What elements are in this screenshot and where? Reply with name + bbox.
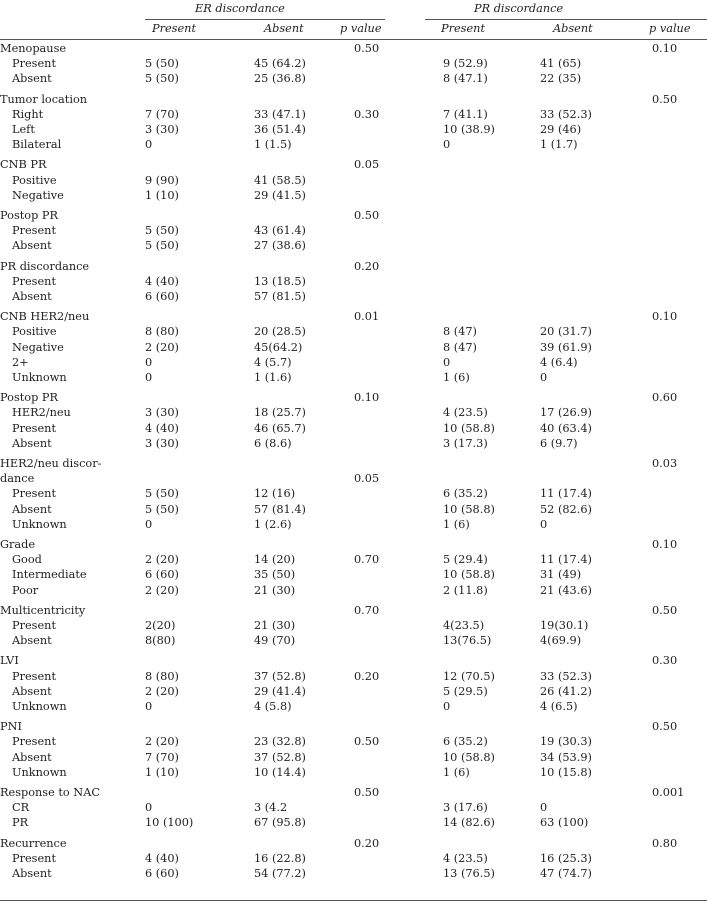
er-present-cell: 5 (50) — [145, 502, 179, 516]
pr-present-cell: 3 (17.3) — [443, 436, 488, 450]
row-label: Absent — [12, 436, 52, 450]
er-present-cell: 1 (10) — [145, 188, 179, 202]
pr-absent-cell: 20 (31.7) — [540, 325, 592, 339]
pr-absent-cell: 11 (17.4) — [540, 487, 592, 501]
er-absent-cell: 36 (51.4) — [254, 123, 306, 136]
pr-present-cell: 4 (23.5) — [443, 851, 488, 865]
row-heading: Response to NAC — [0, 786, 100, 799]
er-present-cell: 10 (100) — [145, 816, 194, 830]
er-absent-cell: 45(64.2) — [254, 340, 303, 354]
pr-p-value-cell: 0.50 — [652, 92, 678, 106]
er-p-value-cell: 0.10 — [354, 391, 380, 405]
er-absent-cell: 45 (64.2) — [254, 57, 306, 71]
pr-absent-cell: 19(30.1) — [540, 619, 589, 632]
er-absent-cell: 21 (30) — [254, 583, 296, 597]
er-present-cell: 4 (40) — [145, 274, 179, 288]
row-label: HER2/neu — [12, 406, 71, 420]
er-absent-cell: 4 (5.7) — [254, 355, 292, 369]
er-present-cell: 0 — [145, 355, 153, 369]
row-label: CR — [12, 801, 30, 815]
er-present-cell: 5 (50) — [145, 57, 179, 71]
er-present-cell: 8 (80) — [145, 325, 179, 339]
row-label: Bilateral — [12, 138, 62, 152]
er-p-value-cell: 0.50 — [354, 735, 380, 749]
row-label: Unknown — [12, 517, 67, 531]
pr-p-value-cell: 0.10 — [652, 310, 678, 324]
pr-present-cell: 4(23.5) — [443, 619, 485, 632]
pr-present-cell: 10 (58.8) — [443, 568, 495, 582]
er-present-cell: 6 (60) — [145, 568, 179, 582]
er-p-value-cell: 0.05 — [354, 158, 380, 172]
er-absent-cell: 33 (47.1) — [254, 107, 306, 121]
er-present-cell: 2 (20) — [145, 684, 179, 698]
pr-absent-cell: 52 (82.6) — [540, 502, 592, 516]
row-heading: PR discordance — [0, 259, 90, 273]
pr-discordance-header: PR discordance — [474, 2, 564, 15]
er-absent-cell: 27 (38.6) — [254, 239, 306, 253]
row-label: Absent — [12, 502, 52, 516]
pr-absent-cell: 29 (46) — [540, 123, 582, 136]
pr-absent-cell: 19 (30.3) — [540, 735, 592, 749]
row-label: Absent — [12, 684, 52, 698]
pr-present-cell: 8 (47) — [443, 340, 477, 354]
pr-present-cell: 10 (58.8) — [443, 502, 495, 516]
er-absent-header: Absent — [264, 22, 304, 35]
pr-absent-cell: 22 (35) — [540, 72, 582, 86]
er-absent-cell: 54 (77.2) — [254, 867, 306, 880]
row-label: 2+ — [12, 355, 29, 369]
row-label: Unknown — [12, 371, 67, 384]
pr-present-cell: 10 (58.8) — [443, 421, 495, 435]
er-present-cell: 4 (40) — [145, 421, 179, 435]
row-label: Unknown — [12, 700, 67, 713]
pr-present-cell: 8 (47) — [443, 325, 477, 339]
row-label: Present — [12, 57, 56, 71]
header-bottom-rule — [0, 39, 707, 40]
er-present-cell: 8(80) — [145, 634, 176, 648]
pr-absent-cell: 4(69.9) — [540, 634, 582, 648]
er-absent-cell: 29 (41.4) — [254, 684, 306, 698]
er-discordance-header: ER discordance — [195, 2, 285, 15]
header-group-rule-er — [145, 19, 385, 20]
pr-absent-cell: 1 (1.7) — [540, 138, 578, 152]
pr-absent-cell: 33 (52.3) — [540, 107, 592, 121]
pr-p-value-cell: 0.10 — [652, 42, 678, 55]
er-p-value-cell: 0.01 — [354, 310, 380, 324]
pr-p-value-header: p value — [649, 22, 691, 35]
pr-absent-cell: 0 — [540, 801, 548, 815]
er-p-value-cell: 0.50 — [354, 42, 380, 55]
row-heading: HER2/neu discor- — [0, 457, 102, 470]
er-present-cell: 6 (60) — [145, 867, 179, 880]
header-group-rule-pr — [425, 19, 707, 20]
row-heading: CNB HER2/neu — [0, 310, 90, 324]
er-absent-cell: 29 (41.5) — [254, 188, 306, 202]
pr-absent-cell: 17 (26.9) — [540, 406, 592, 420]
er-absent-cell: 20 (28.5) — [254, 325, 306, 339]
pr-absent-cell: 41 (65) — [540, 57, 582, 71]
er-absent-cell: 57 (81.5) — [254, 290, 306, 303]
er-absent-cell: 13 (18.5) — [254, 274, 306, 288]
row-label: Absent — [12, 239, 52, 253]
er-p-value-cell: 0.70 — [354, 603, 380, 617]
er-present-cell: 0 — [145, 371, 153, 384]
row-label: Present — [12, 487, 56, 501]
pr-p-value-cell: 0.60 — [652, 391, 678, 405]
pr-absent-cell: 63 (100) — [540, 816, 589, 830]
row-label: Unknown — [12, 765, 67, 779]
er-p-value-cell: 0.50 — [354, 786, 380, 799]
row-heading: LVI — [0, 654, 19, 668]
er-present-cell: 7 (70) — [145, 750, 179, 764]
er-present-cell: 0 — [145, 700, 153, 713]
pr-p-value-cell: 0.80 — [652, 836, 678, 850]
er-p-value-cell: 0.20 — [354, 259, 380, 273]
er-absent-cell: 25 (36.8) — [254, 72, 306, 86]
pr-present-cell: 12 (70.5) — [443, 669, 495, 683]
er-present-cell: 5 (50) — [145, 224, 179, 238]
er-absent-cell: 1 (1.6) — [254, 371, 292, 384]
er-absent-cell: 67 (95.8) — [254, 816, 306, 830]
er-absent-cell: 35 (50) — [254, 568, 296, 582]
er-p-value-cell: 0.70 — [354, 553, 380, 567]
pr-present-header: Present — [441, 22, 485, 35]
row-label: Present — [12, 669, 56, 683]
row-label: Positive — [12, 325, 57, 339]
pr-p-value-cell: 0.03 — [652, 457, 678, 470]
er-present-cell: 3 (30) — [145, 406, 179, 420]
pr-p-value-cell: 0.50 — [652, 720, 678, 734]
row-label: Absent — [12, 72, 52, 86]
er-absent-cell: 49 (70) — [254, 634, 296, 648]
er-present-cell: 1 (10) — [145, 765, 179, 779]
pr-absent-cell: 21 (43.6) — [540, 583, 592, 597]
er-absent-cell: 43 (61.4) — [254, 224, 306, 238]
er-present-cell: 2 (20) — [145, 735, 179, 749]
er-p-value-header: p value — [340, 22, 382, 35]
pr-present-cell: 4 (23.5) — [443, 406, 488, 420]
pr-present-cell: 6 (35.2) — [443, 735, 488, 749]
row-label: PR — [12, 816, 29, 830]
er-absent-cell: 46 (65.7) — [254, 421, 306, 435]
er-absent-cell: 1 (2.6) — [254, 517, 292, 531]
pr-absent-cell: 47 (74.7) — [540, 867, 592, 880]
er-present-header: Present — [152, 22, 196, 35]
row-label: Present — [12, 735, 56, 749]
row-heading: PNI — [0, 720, 22, 734]
pr-present-cell: 0 — [443, 138, 451, 152]
row-label: Present — [12, 421, 56, 435]
er-present-cell: 3 (30) — [145, 436, 179, 450]
row-heading: Postop PR — [0, 209, 59, 222]
row-label: Present — [12, 224, 56, 238]
row-label: Good — [12, 553, 42, 567]
er-present-cell: 0 — [145, 138, 153, 152]
pr-present-cell: 0 — [443, 355, 451, 369]
er-absent-cell: 16 (22.8) — [254, 851, 306, 865]
er-absent-cell: 23 (32.8) — [254, 735, 306, 749]
er-present-cell: 8 (80) — [145, 669, 179, 683]
pr-absent-cell: 40 (63.4) — [540, 421, 592, 435]
er-absent-cell: 14 (20) — [254, 553, 296, 567]
pr-absent-cell: 31 (49) — [540, 568, 582, 582]
table-bottom-rule — [0, 900, 707, 901]
row-heading: dance — [0, 472, 35, 486]
er-present-cell: 0 — [145, 517, 153, 531]
pr-present-cell: 3 (17.6) — [443, 801, 488, 815]
er-present-cell: 5 (50) — [145, 239, 179, 253]
er-p-value-cell: 0.30 — [354, 107, 380, 121]
row-label: Absent — [12, 634, 52, 648]
er-absent-cell: 57 (81.4) — [254, 502, 306, 516]
row-label: Left — [12, 123, 35, 136]
row-label: Absent — [12, 867, 52, 880]
pr-present-cell: 8 (47.1) — [443, 72, 488, 86]
er-absent-cell: 4 (5.8) — [254, 700, 292, 713]
er-absent-cell: 37 (52.8) — [254, 669, 306, 683]
row-label: Absent — [12, 290, 52, 303]
pr-present-cell: 13(76.5) — [443, 634, 492, 648]
pr-absent-cell: 39 (61.9) — [540, 340, 592, 354]
pr-absent-cell: 34 (53.9) — [540, 750, 592, 764]
pr-absent-cell: 16 (25.3) — [540, 851, 592, 865]
pr-p-value-cell: 0.10 — [652, 538, 678, 551]
pr-absent-cell: 4 (6.5) — [540, 700, 578, 713]
er-absent-cell: 18 (25.7) — [254, 406, 306, 420]
pr-present-cell: 1 (6) — [443, 517, 470, 531]
er-present-cell: 3 (30) — [145, 123, 179, 136]
pr-p-value-cell: 0.001 — [652, 786, 685, 799]
pr-absent-cell: 26 (41.2) — [540, 684, 592, 698]
er-p-value-cell: 0.05 — [354, 472, 380, 486]
er-p-value-cell: 0.20 — [354, 836, 380, 850]
er-absent-cell: 1 (1.5) — [254, 138, 292, 152]
er-present-cell: 9 (90) — [145, 173, 179, 187]
pr-absent-cell: 33 (52.3) — [540, 669, 592, 683]
er-present-cell: 7 (70) — [145, 107, 179, 121]
pr-present-cell: 1 (6) — [443, 765, 470, 779]
row-label: Negative — [12, 188, 64, 202]
er-present-cell: 4 (40) — [145, 851, 179, 865]
pr-present-cell: 10 (58.8) — [443, 750, 495, 764]
pr-absent-cell: 4 (6.4) — [540, 355, 578, 369]
pr-absent-cell: 0 — [540, 517, 548, 531]
pr-absent-cell: 6 (9.7) — [540, 436, 578, 450]
er-present-cell: 2 (20) — [145, 340, 179, 354]
er-present-cell: 0 — [145, 801, 153, 815]
er-absent-cell: 3 (4.2 — [254, 801, 288, 815]
pr-present-cell: 10 (38.9) — [443, 123, 495, 136]
row-heading: Postop PR — [0, 391, 59, 405]
er-present-cell: 5 (50) — [145, 487, 179, 501]
pr-present-cell: 5 (29.5) — [443, 684, 488, 698]
er-p-value-cell: 0.20 — [354, 669, 380, 683]
er-present-cell: 5 (50) — [145, 72, 179, 86]
pr-p-value-cell: 0.30 — [652, 654, 678, 668]
pr-absent-cell: 11 (17.4) — [540, 553, 592, 567]
pr-present-cell: 13 (76.5) — [443, 867, 495, 880]
row-label: Right — [12, 107, 44, 121]
pr-p-value-cell: 0.50 — [652, 603, 678, 617]
er-absent-cell: 10 (14.4) — [254, 765, 306, 779]
row-label: Present — [12, 274, 56, 288]
row-label: Negative — [12, 340, 64, 354]
er-present-cell: 2 (20) — [145, 553, 179, 567]
pr-present-cell: 9 (52.9) — [443, 57, 488, 71]
er-absent-cell: 21 (30) — [254, 619, 296, 632]
er-present-cell: 6 (60) — [145, 290, 179, 303]
er-absent-cell: 6 (8.6) — [254, 436, 292, 450]
pr-present-cell: 14 (82.6) — [443, 816, 495, 830]
row-label: Present — [12, 619, 56, 632]
row-heading: CNB PR — [0, 158, 47, 172]
er-absent-cell: 12 (16) — [254, 487, 296, 501]
er-absent-cell: 41 (58.5) — [254, 173, 306, 187]
row-label: Present — [12, 851, 56, 865]
row-heading: Tumor location — [0, 92, 88, 106]
row-label: Positive — [12, 173, 57, 187]
row-heading: Recurrence — [0, 836, 67, 850]
row-label: Poor — [12, 583, 39, 597]
pr-present-cell: 1 (6) — [443, 371, 470, 384]
pr-absent-header: Absent — [553, 22, 593, 35]
er-absent-cell: 37 (52.8) — [254, 750, 306, 764]
pr-present-cell: 2 (11.8) — [443, 583, 488, 597]
pr-absent-cell: 0 — [540, 371, 548, 384]
row-heading: Multicentricity — [0, 603, 86, 617]
row-heading: Grade — [0, 538, 36, 551]
er-p-value-cell: 0.50 — [354, 209, 380, 222]
pr-present-cell: 7 (41.1) — [443, 107, 488, 121]
row-label: Absent — [12, 750, 52, 764]
row-label: Intermediate — [12, 568, 87, 582]
pr-present-cell: 6 (35.2) — [443, 487, 488, 501]
pr-absent-cell: 10 (15.8) — [540, 765, 592, 779]
pr-present-cell: 0 — [443, 700, 451, 713]
er-present-cell: 2 (20) — [145, 583, 179, 597]
row-heading: Menopause — [0, 42, 67, 55]
pr-present-cell: 5 (29.4) — [443, 553, 488, 567]
er-present-cell: 2(20) — [145, 619, 176, 632]
